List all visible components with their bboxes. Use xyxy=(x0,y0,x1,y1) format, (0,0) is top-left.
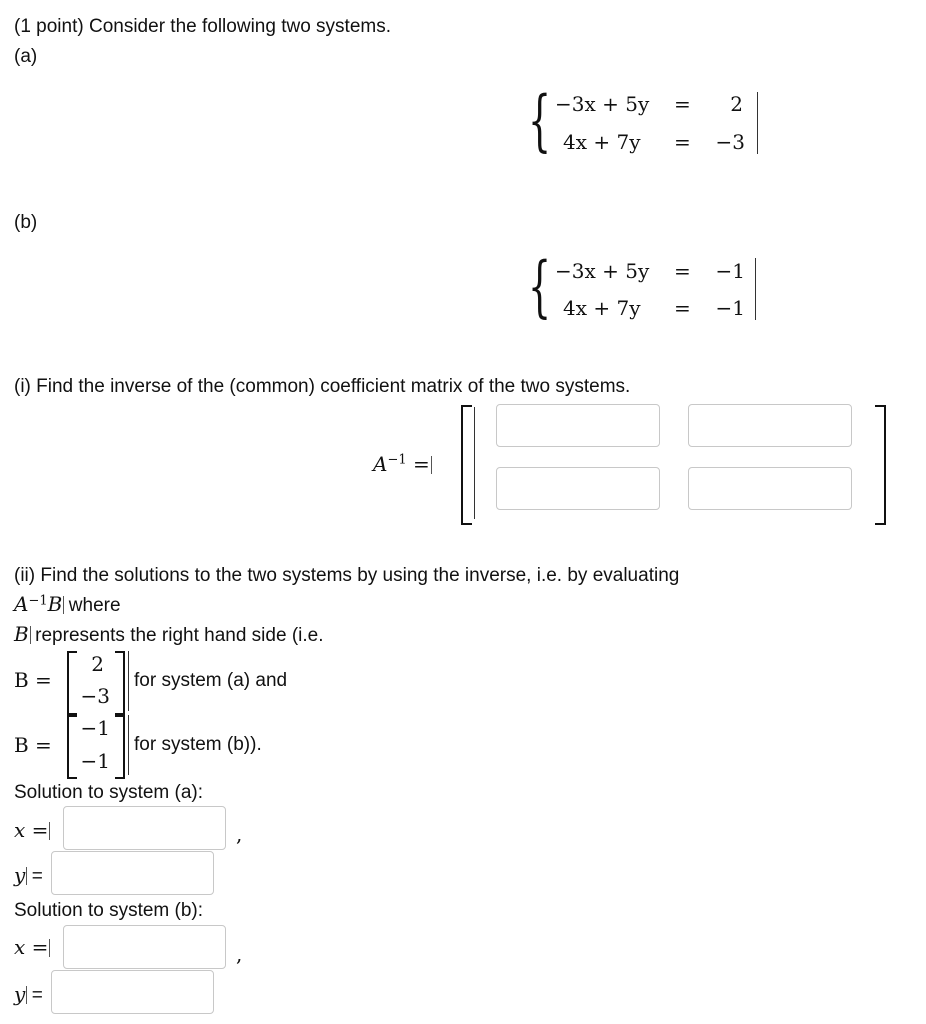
solution-a-comma: , xyxy=(236,822,243,846)
system-b-eq2-lhs: 4x + 7y xyxy=(563,296,641,320)
y-equals-sign: = xyxy=(31,866,43,887)
equals-sign: = xyxy=(412,452,430,476)
b-symbol: B xyxy=(14,622,29,646)
system-a-cursor-bar xyxy=(757,92,758,154)
part-i-prompt: (i) Find the inverse of the (common) coefficient matrix of the two systems. xyxy=(14,376,631,397)
cursor-mark xyxy=(26,986,27,1004)
expr-exponent: −1 xyxy=(28,593,48,609)
solution-a-x-input[interactable] xyxy=(63,806,226,850)
matrix-right-bracket xyxy=(875,405,886,525)
solution-b-comma: , xyxy=(236,942,243,966)
where-text: where xyxy=(68,595,121,616)
system-a-eq1-lhs: −3x + 5y xyxy=(555,92,650,116)
b-vector-a-right-bracket xyxy=(115,651,125,715)
b-vector-b-suffix: for system (b)). xyxy=(134,734,262,755)
expr-a-symbol: A xyxy=(14,592,29,616)
system-a-eq2-op: = xyxy=(674,130,691,154)
b-definition xyxy=(14,622,324,647)
system-a-eq1-op: = xyxy=(674,92,691,116)
system-b-eq2-op: = xyxy=(674,296,691,320)
b-vector-a-rule xyxy=(128,651,129,711)
question-text: Consider the following two systems. xyxy=(88,16,391,37)
system-a-eq2-lhs: 4x + 7y xyxy=(563,130,641,154)
solution-a-y-label xyxy=(14,863,43,888)
part-a-label: (a) xyxy=(14,46,38,67)
b-vector-a-label: B = xyxy=(14,668,52,692)
points-label: (1 point) xyxy=(14,16,84,37)
solution-a-heading: Solution to system (a): xyxy=(14,782,204,803)
b-vector-b-entry-1: −1 xyxy=(80,716,110,740)
cursor-mark xyxy=(49,939,50,957)
y-symbol: y xyxy=(14,982,26,1006)
inverse-lhs xyxy=(373,452,432,476)
system-b-eq2-rhs: −1 xyxy=(715,296,745,320)
left-brace-icon: { xyxy=(528,82,552,159)
inverse-entry-r1c2[interactable] xyxy=(688,404,852,447)
inverse-entry-r2c1[interactable] xyxy=(496,467,660,510)
b-vector-a-entry-1: 2 xyxy=(91,652,104,676)
solution-a-x-label xyxy=(14,818,50,842)
y-symbol: y xyxy=(14,863,26,887)
expr-b-symbol: B xyxy=(47,592,63,616)
inverse-entry-r2c2[interactable] xyxy=(688,467,852,510)
matrix-left-rule xyxy=(474,407,475,519)
solution-b-heading: Solution to system (b): xyxy=(14,900,204,921)
b-vector-b-label: B = xyxy=(14,733,52,757)
b-vector-b-right-bracket xyxy=(115,715,125,779)
solution-b-x-label xyxy=(14,935,50,959)
x-label-text: x = xyxy=(14,818,49,842)
inverse-entry-r1c1[interactable] xyxy=(496,404,660,447)
x-label-text: x = xyxy=(14,935,49,959)
b-represents-text: represents the right hand side (i.e. xyxy=(35,625,324,646)
system-b-eq1-lhs: −3x + 5y xyxy=(555,259,650,283)
evaluate-expression xyxy=(14,592,121,617)
b-vector-a-entry-2: −3 xyxy=(80,684,110,708)
matrix-left-bracket xyxy=(461,405,472,525)
left-brace-icon: { xyxy=(528,248,552,325)
system-b-eq1-op: = xyxy=(674,259,691,283)
system-a-eq2-rhs: −3 xyxy=(715,130,745,154)
y-equals-sign: = xyxy=(31,985,43,1006)
system-b-cursor-bar xyxy=(755,258,756,320)
system-a-eq1-rhs: 2 xyxy=(730,92,743,116)
system-b-eq1-rhs: −1 xyxy=(715,259,745,283)
matrix-a-symbol: A xyxy=(373,452,388,476)
b-vector-a-suffix: for system (a) and xyxy=(134,670,288,691)
cursor-mark xyxy=(30,626,31,644)
b-vector-b-rule xyxy=(128,715,129,775)
inverse-exponent: −1 xyxy=(387,452,407,468)
cursor-mark xyxy=(26,867,27,885)
b-vector-b-entry-2: −1 xyxy=(80,749,110,773)
solution-a-y-input[interactable] xyxy=(51,851,214,895)
part-b-label: (b) xyxy=(14,212,38,233)
question-header xyxy=(14,16,391,38)
solution-b-y-label xyxy=(14,982,43,1007)
part-ii-prompt: (ii) Find the solutions to the two systems by using the inverse, i.e. by evaluating xyxy=(14,565,680,586)
cursor-mark xyxy=(63,596,64,614)
solution-b-x-input[interactable] xyxy=(63,925,226,969)
cursor-mark xyxy=(49,822,50,840)
cursor-mark xyxy=(431,456,432,474)
solution-b-y-input[interactable] xyxy=(51,970,214,1014)
